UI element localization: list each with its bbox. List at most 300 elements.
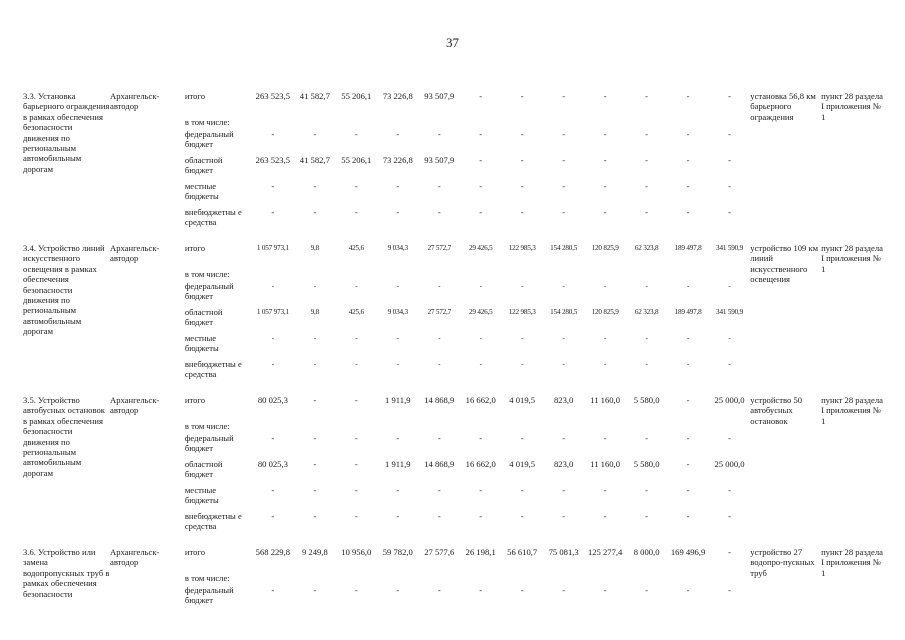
funding-source-label: в том числе:: [184, 573, 230, 583]
amount-cell: [377, 117, 418, 129]
amount-cell: -: [438, 282, 441, 290]
amount-cell: [626, 117, 667, 129]
amount-cell: -: [271, 207, 275, 217]
amount-cell: -: [479, 511, 483, 521]
amount-cell: -: [520, 129, 524, 139]
amount-cell: -: [562, 433, 566, 443]
document-reference: пункт 28 раздела I приложения № 1: [821, 547, 883, 578]
amount-cell: [667, 117, 708, 129]
amount-cell: [294, 421, 335, 433]
block-spacer: [23, 233, 885, 243]
amount-cell: [336, 421, 377, 433]
amount-cell: 80 025,3: [257, 395, 288, 405]
amount-cell: 93 507,9: [424, 155, 455, 165]
amount-cell: 11 160,0: [590, 395, 620, 405]
amount-cell: -: [603, 485, 607, 495]
amount-cell: -: [562, 181, 566, 191]
amount-cell: -: [396, 282, 399, 290]
amount-cell: -: [645, 511, 649, 521]
amount-cell: [667, 269, 708, 281]
amount-cell: 9,8: [310, 308, 320, 316]
amount-cell: -: [645, 585, 649, 595]
amount-cell: -: [437, 585, 441, 595]
executor-name: Архангельск-автодор: [110, 91, 160, 112]
amount-cell: [460, 269, 501, 281]
amount-cell: -: [645, 129, 649, 139]
amount-cell: -: [271, 585, 275, 595]
amount-cell: -: [354, 585, 358, 595]
amount-cell: [419, 421, 460, 433]
activity-title: 3.6. Устройство или замена водопропускных труб в рамках обеспечения безопасности: [23, 547, 110, 599]
funding-source-label: областной бюджет: [184, 459, 223, 480]
amount-cell: -: [728, 511, 731, 521]
amount-cell: [626, 421, 667, 433]
funding-source-label: федеральный бюджет: [184, 433, 234, 454]
amount-cell: -: [728, 129, 731, 139]
funding-source-label: областной бюджет: [184, 307, 223, 328]
amount-cell: 80 025,3: [257, 459, 288, 469]
amount-cell: -: [479, 129, 483, 139]
funding-source-label: федеральный бюджет: [184, 281, 234, 302]
amount-cell: -: [728, 155, 731, 165]
amount-cell: 4 019,5: [509, 459, 536, 469]
activity-title: 3.5. Устройство автобусных остановок в рамках обеспечения безопасности движения по региональным автомобильным дорогам: [23, 395, 105, 478]
amount-cell: -: [313, 207, 317, 217]
amount-cell: -: [645, 282, 648, 290]
funding-source-label: в том числе:: [184, 117, 230, 127]
amount-cell: [584, 421, 625, 433]
amount-cell: [252, 421, 294, 433]
amount-cell: -: [728, 485, 731, 495]
amount-cell: [294, 117, 335, 129]
amount-cell: 189 497,8: [674, 308, 702, 316]
amount-cell: 154 280,5: [550, 244, 578, 252]
amount-cell: [584, 117, 625, 129]
amount-cell: [419, 573, 460, 585]
amount-cell: -: [520, 207, 524, 217]
amount-cell: [584, 573, 625, 585]
activity-title: 3.4. Устройство линий искусственного освещения в рамках обеспечения безопасности движения по региональным автомобильным дорогам: [23, 243, 105, 337]
amount-cell: [709, 421, 750, 433]
amount-cell: -: [479, 207, 483, 217]
amount-cell: -: [313, 395, 317, 405]
funding-source-label: итого: [184, 243, 206, 253]
amount-cell: -: [271, 433, 275, 443]
amount-cell: [252, 269, 294, 281]
amount-cell: 9 249,8: [301, 547, 328, 557]
executor-name: Архангельск-автодор: [110, 243, 160, 264]
amount-cell: -: [355, 334, 358, 342]
amount-cell: -: [396, 129, 400, 139]
amount-cell: -: [603, 155, 607, 165]
amount-cell: -: [645, 181, 649, 191]
expected-result: устройство 27 водопро-пускных труб: [750, 547, 815, 578]
amount-cell: -: [686, 585, 690, 595]
amount-cell: -: [686, 459, 690, 469]
amount-cell: 93 507,9: [424, 91, 455, 101]
amount-cell: [460, 117, 501, 129]
amount-cell: -: [479, 360, 482, 368]
amount-cell: 11 160,0: [590, 459, 620, 469]
amount-cell: -: [686, 433, 690, 443]
amount-cell: 1 057 973,1: [256, 308, 289, 316]
amount-cell: 263 523,5: [255, 155, 291, 165]
activity-title: 3.3. Установка барьерного ограждения в рамках обеспечения безопасности движения по региональным автомобильным дорогам: [23, 91, 110, 174]
amount-cell: 5 580,0: [633, 459, 660, 469]
amount-cell: 73 226,8: [382, 91, 413, 101]
amount-cell: 14 868,9: [424, 395, 455, 405]
amount-cell: -: [396, 207, 400, 217]
amount-cell: 62 323,8: [634, 308, 659, 316]
funding-source-label: федеральный бюджет: [184, 129, 234, 150]
document-reference: пункт 28 раздела I приложения № 1: [821, 243, 883, 274]
amount-cell: -: [562, 155, 566, 165]
amount-cell: 154 280,5: [550, 308, 578, 316]
amount-cell: -: [521, 282, 524, 290]
amount-cell: -: [645, 334, 648, 342]
amount-cell: -: [313, 485, 317, 495]
amount-cell: -: [686, 207, 690, 217]
amount-cell: 9 034,3: [387, 244, 408, 252]
amount-cell: 1 911,9: [385, 395, 411, 405]
funding-source-label: федеральный бюджет: [184, 585, 234, 606]
amount-cell: -: [562, 485, 566, 495]
amount-cell: -: [520, 181, 524, 191]
amount-cell: [584, 269, 625, 281]
amount-cell: -: [396, 360, 399, 368]
amount-cell: 189 497,8: [674, 244, 702, 252]
funding-source-label: внебюджетны е средства: [184, 207, 242, 228]
funding-source-label: итого: [184, 395, 206, 405]
funding-source-label: внебюджетны е средства: [184, 511, 242, 532]
amount-cell: -: [728, 207, 731, 217]
amount-cell: -: [479, 155, 483, 165]
amount-cell: -: [562, 282, 565, 290]
amount-cell: -: [645, 360, 648, 368]
table-row: [23, 243, 885, 269]
amount-cell: [667, 421, 708, 433]
amount-cell: 62 323,8: [634, 244, 659, 252]
funding-source-label: итого: [184, 91, 206, 101]
amount-cell: -: [271, 511, 275, 521]
amount-cell: -: [645, 207, 649, 217]
amount-cell: -: [437, 485, 441, 495]
amount-cell: -: [520, 91, 524, 101]
amount-cell: 120 825,9: [591, 308, 619, 316]
amount-cell: [377, 269, 418, 281]
document-reference: пункт 28 раздела I приложения № 1: [821, 395, 883, 426]
amount-cell: 26 198,1: [465, 547, 496, 557]
amount-cell: -: [271, 334, 274, 342]
amount-cell: -: [355, 282, 358, 290]
expected-result: установка 56,8 км барьерного ограждения: [750, 91, 816, 122]
amount-cell: -: [437, 433, 441, 443]
amount-cell: [501, 117, 542, 129]
amount-cell: -: [521, 360, 524, 368]
amount-cell: 75 081,3: [548, 547, 579, 557]
amount-cell: -: [603, 433, 607, 443]
amount-cell: -: [603, 129, 607, 139]
amount-cell: 425,6: [348, 308, 364, 316]
document-reference: пункт 28 раздела I приложения № 1: [821, 91, 883, 122]
amount-cell: [626, 269, 667, 281]
amount-cell: -: [313, 511, 317, 521]
amount-cell: -: [562, 511, 566, 521]
amount-cell: -: [354, 511, 358, 521]
amount-cell: [709, 117, 750, 129]
amount-cell: [294, 573, 335, 585]
amount-cell: [709, 269, 750, 281]
amount-cell: [501, 573, 542, 585]
amount-cell: [543, 573, 584, 585]
funding-source-label: местные бюджеты: [184, 333, 219, 354]
amount-cell: 4 019,5: [509, 395, 536, 405]
amount-cell: -: [686, 181, 690, 191]
funding-source-label: внебюджетны е средства: [184, 359, 242, 380]
amount-cell: -: [354, 459, 358, 469]
amount-cell: -: [437, 181, 441, 191]
amount-cell: -: [562, 360, 565, 368]
amount-cell: -: [520, 511, 524, 521]
amount-cell: [294, 269, 335, 281]
amount-cell: -: [686, 129, 690, 139]
amount-cell: 120 825,9: [591, 244, 619, 252]
amount-cell: 823,0: [553, 459, 574, 469]
amount-cell: [460, 421, 501, 433]
amount-cell: -: [520, 485, 524, 495]
amount-cell: [336, 269, 377, 281]
amount-cell: -: [396, 511, 400, 521]
amount-cell: -: [479, 585, 483, 595]
amount-cell: -: [728, 360, 731, 368]
amount-cell: [501, 269, 542, 281]
amount-cell: -: [603, 181, 607, 191]
amount-cell: 73 226,8: [382, 155, 413, 165]
amount-cell: -: [438, 334, 441, 342]
amount-cell: -: [313, 585, 317, 595]
table-row: [23, 547, 885, 573]
amount-cell: -: [728, 547, 731, 557]
amount-cell: [252, 573, 294, 585]
amount-cell: 56 610,7: [507, 547, 538, 557]
amount-cell: 14 868,9: [424, 459, 455, 469]
amount-cell: 16 662,0: [465, 459, 496, 469]
amount-cell: [419, 269, 460, 281]
amount-cell: -: [686, 395, 690, 405]
amount-cell: 122 985,3: [508, 308, 536, 316]
amount-cell: 122 985,3: [508, 244, 536, 252]
amount-cell: [377, 421, 418, 433]
amount-cell: -: [562, 129, 566, 139]
amount-cell: -: [313, 282, 316, 290]
amount-cell: [543, 421, 584, 433]
amount-cell: [377, 573, 418, 585]
amount-cell: [626, 573, 667, 585]
amount-cell: -: [686, 360, 690, 368]
amount-cell: -: [437, 129, 441, 139]
funding-source-label: итого: [184, 547, 206, 557]
amount-cell: -: [604, 282, 607, 290]
amount-cell: -: [603, 511, 607, 521]
amount-cell: 568 229,8: [255, 547, 291, 557]
amount-cell: 16 662,0: [465, 395, 496, 405]
funding-source-label: в том числе:: [184, 269, 230, 279]
amount-cell: -: [396, 334, 399, 342]
amount-cell: -: [313, 129, 317, 139]
spacer-cell: [23, 233, 885, 243]
amount-cell: -: [686, 511, 690, 521]
amount-cell: 425,6: [348, 244, 364, 252]
amount-cell: -: [645, 155, 649, 165]
spacer-cell: [23, 385, 885, 395]
amount-cell: -: [354, 485, 358, 495]
amount-cell: [336, 117, 377, 129]
amount-cell: 55 206,1: [341, 155, 372, 165]
amount-cell: -: [271, 360, 274, 368]
amount-cell: -: [686, 485, 690, 495]
amount-cell: 125 277,4: [587, 547, 623, 557]
amount-cell: -: [604, 360, 607, 368]
amount-cell: -: [479, 433, 483, 443]
amount-cell: -: [396, 485, 400, 495]
amount-cell: 263 523,5: [255, 91, 291, 101]
amount-cell: -: [354, 129, 358, 139]
amount-cell: -: [604, 334, 607, 342]
amount-cell: 1 057 973,1: [256, 244, 289, 252]
amount-cell: 55 206,1: [341, 91, 372, 101]
amount-cell: -: [437, 511, 441, 521]
amount-cell: -: [271, 129, 275, 139]
amount-cell: -: [313, 360, 316, 368]
amount-cell: -: [562, 585, 566, 595]
amount-cell: [336, 573, 377, 585]
amount-cell: -: [479, 181, 483, 191]
executor-name: Архангельск-автодор: [110, 547, 160, 568]
amount-cell: -: [354, 181, 358, 191]
amount-cell: [419, 117, 460, 129]
amount-cell: -: [686, 155, 690, 165]
amount-cell: -: [728, 282, 731, 290]
amount-cell: -: [645, 433, 649, 443]
amount-cell: -: [603, 91, 607, 101]
amount-cell: [709, 573, 750, 585]
amount-cell: -: [313, 334, 316, 342]
amount-cell: 10 956,0: [341, 547, 372, 557]
amount-cell: -: [520, 433, 524, 443]
amount-cell: -: [479, 91, 483, 101]
amount-cell: -: [437, 207, 441, 217]
amount-cell: 25 000,0: [714, 395, 745, 405]
amount-cell: -: [521, 334, 524, 342]
amount-cell: 41 582,7: [299, 155, 330, 165]
amount-cell: -: [686, 282, 690, 290]
amount-cell: 29 426,5: [468, 308, 493, 316]
amount-cell: 1 911,9: [385, 459, 411, 469]
amount-cell: -: [313, 181, 317, 191]
amount-cell: [501, 421, 542, 433]
amount-cell: 59 782,0: [382, 547, 413, 557]
program-table: [23, 91, 885, 611]
page-number: 37: [446, 35, 459, 50]
funding-source-label: областной бюджет: [184, 155, 223, 176]
amount-cell: 27 572,7: [427, 244, 452, 252]
amount-cell: -: [354, 433, 358, 443]
block-spacer: [23, 537, 885, 547]
amount-cell: [667, 573, 708, 585]
amount-cell: -: [728, 433, 731, 443]
executor-name: Архангельск-автодор: [110, 395, 160, 416]
amount-cell: -: [562, 334, 565, 342]
amount-cell: -: [355, 360, 358, 368]
amount-cell: 9,8: [310, 244, 320, 252]
amount-cell: -: [271, 485, 275, 495]
amount-cell: -: [562, 207, 566, 217]
block-spacer: [23, 385, 885, 395]
amount-cell: 29 426,5: [468, 244, 493, 252]
amount-cell: -: [313, 459, 317, 469]
amount-cell: -: [479, 485, 483, 495]
amount-cell: -: [396, 181, 400, 191]
amount-cell: -: [396, 433, 400, 443]
amount-cell: -: [396, 585, 400, 595]
spacer-cell: [23, 537, 885, 547]
amount-cell: 8 000,0: [633, 547, 660, 557]
amount-cell: -: [479, 334, 482, 342]
amount-cell: -: [479, 282, 482, 290]
amount-cell: [252, 117, 294, 129]
amount-cell: 27 572,7: [427, 308, 452, 316]
amount-cell: -: [728, 585, 731, 595]
table-row: [23, 91, 885, 117]
funding-source-label: в том числе:: [184, 421, 230, 431]
table-row: [23, 395, 885, 421]
expected-result: устройство 109 км линий искусственного освещения: [750, 243, 819, 285]
amount-cell: -: [520, 155, 524, 165]
funding-source-label: местные бюджеты: [184, 485, 219, 506]
amount-cell: 41 582,7: [299, 91, 330, 101]
amount-cell: -: [728, 334, 731, 342]
amount-cell: [460, 573, 501, 585]
amount-cell: -: [562, 91, 566, 101]
expected-result: устройство 50 автобусных остановок: [750, 395, 803, 426]
amount-cell: 9 034,3: [387, 308, 408, 316]
amount-cell: -: [645, 485, 649, 495]
amount-cell: -: [728, 91, 731, 101]
amount-cell: 169 496,9: [670, 547, 706, 557]
amount-cell: -: [645, 91, 649, 101]
amount-cell: -: [354, 395, 358, 405]
amount-cell: [543, 269, 584, 281]
amount-cell: 341 590,9: [716, 244, 743, 252]
amount-cell: -: [603, 207, 607, 217]
amount-cell: -: [728, 181, 731, 191]
amount-cell: -: [313, 433, 317, 443]
amount-cell: 823,0: [553, 395, 574, 405]
amount-cell: -: [438, 360, 441, 368]
amount-cell: 27 577,6: [424, 547, 455, 557]
amount-cell: -: [354, 207, 358, 217]
amount-cell: -: [603, 585, 607, 595]
funding-source-label: местные бюджеты: [184, 181, 219, 202]
amount-cell: -: [686, 91, 690, 101]
amount-cell: 5 580,0: [633, 395, 660, 405]
amount-cell: [543, 117, 584, 129]
amount-cell: -: [520, 585, 524, 595]
amount-cell: 25 000,0: [714, 459, 745, 469]
amount-cell: -: [686, 334, 690, 342]
amount-cell: 341 590,9: [716, 308, 743, 316]
amount-cell: -: [271, 282, 274, 290]
